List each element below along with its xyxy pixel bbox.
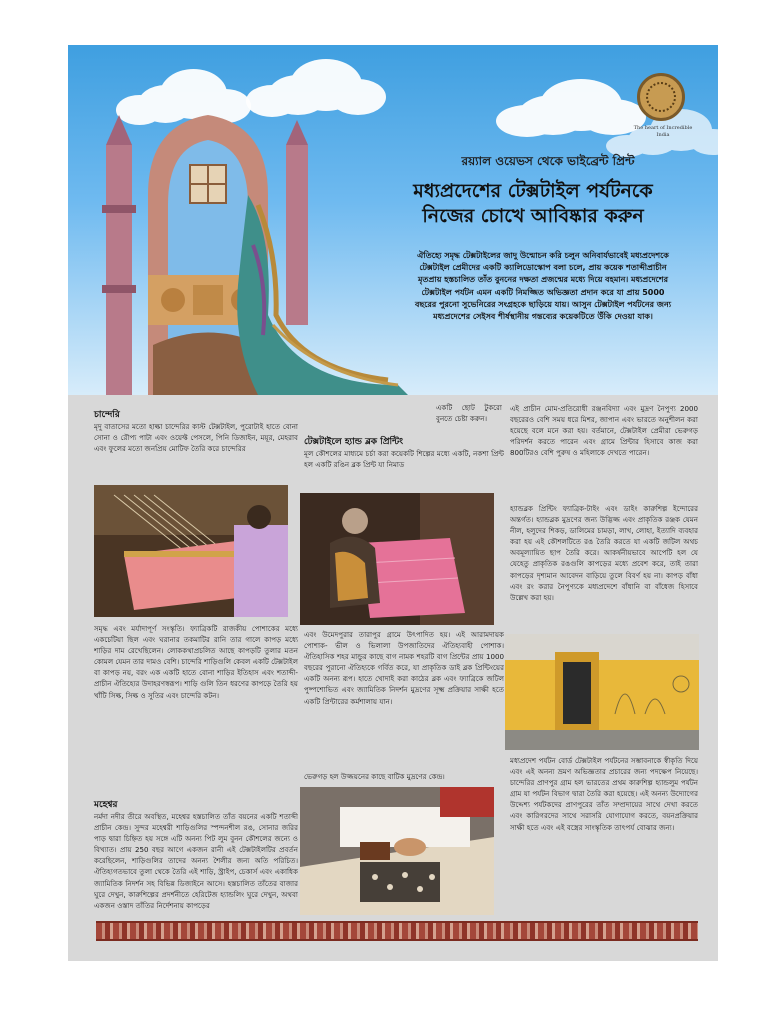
maheshwar-paragraph: নর্মদা নদীর তীরে অবস্থিত, মহেশ্বর হস্তচালিত তাঁত বয়নের একটি শতাব্দী প্রাচীন কেন্দ্র। সুন্দর মহেশ্বরী শাড়িগুলির স্পন্দনশীল রঙ, সোনার জরির পাড় দ্বারা চিহ্নিত হয় সঙ্গে এটি অনন্য পিট লুম বুনন কৌশলের জন্যে ও বিখ্যাত। প্রায় 250 বছর আগে একজন রানী এই টেক্সটাইলটির প্রবর্তন করেছিলেন, শাড়িগুলির তাদের অনন্য শৈলীর জন্য অতি পরিচিত। ঐতিহ্যগতভাবে তুলা থেকে তৈরি এই শাড়ি, স্ট্রাইপ, চেকার্স এবং একাধিক জ্যামিতিক নিদর্শন সহ বিভিন্ন ডিজাইনে আসে। হস্তচালিত তাঁতের বাজার ঘুরে দেখুন, কারুশিল্পের প্রদর্শনীতে হেরিটেজ হ্যান্ডলিং ঘুরে দেখুন, অথবা একজন ওস্তাদ তাঁতির নির্দেশনায় কাপড়ের <box>94 812 298 910</box>
tourism-board-paragraph: মধ্যপ্রদেশ পর্যটন বোর্ড টেক্সটাইল পর্যটনের সম্ভাবনাকে স্বীকৃতি দিয়ে এবং এই অনন্য ভ্রমণ অভিজ্ঞতার প্রচারের জন্য পদক্ষেপ নিয়েছে। চান্দেরির প্রাণপুর গ্রাম হল ভারতের প্রথম কারুশিল্প হ্যান্ডলুম পর্যটন গ্রাম যা পর্যটন বিভাগ দ্বারা তৈরি করা হয়েছে। এই অনন্য উদ্যোগের উদ্দেশ্য পর্যটকদের প্রাণপুরের তাঁত সম্প্রদায়ের সাথে দেখা করতে এবং কারিগরদের সাথে সরাসরি যোগাযোগ করতে, বয়নপ্রক্রিয়ার সাক্ষী হতে এবং এই বস্ত্রের সাংস্কৃতিক তাৎপর্য বোঝার জন্য। <box>510 756 698 832</box>
incredible-india-seal-logo <box>637 73 685 121</box>
block-printing-paragraph-3: ভেরুগড় হল উজ্জয়নের কাছে বাটিক মুদ্রণের কেন্দ্র। <box>304 772 445 781</box>
intro-paragraph: ঐতিহ্যে সমৃদ্ধ টেক্সটাইলের জাদু উন্মোচন করি চলুন অনিবার্যভাবেই মধ্যপ্রদেশকে টেক্সটাইল প্রেমীদের একটি ক্যালিডোস্কোপ বলা চলে, প্রায় কয়েক শতাব্দীপ্রাচীন মৃতপ্রায় হস্তচালিত তাঁত বুননের দক্ষতা প্রজন্মের মধ্যে দিয়ে বহমান। মধ্যপ্রদেশের টেক্সটাইল পর্যটন এমন একটি নিমজ্জিত অভিজ্ঞতা প্রদান করে যা প্রায় 5000 বছরের পুরনো সুভেনিরের সংগ্রহকে ছাড়িয়ে যায়। আসুন টেক্সটাইল পর্যটনের জন্য মধ্যপ্রদেশের সেইসব শীর্ষস্থানীয় গন্তব্যের কয়েকটিতে উঁকি দেওয়া যাক। <box>414 251 672 322</box>
block-printing-paragraph-1: মূল কৌশলের মাধ্যমে চর্চা করা কয়েকটি শিল্পের মধ্যে একটি, নকশা প্রিন্ট হল একটি রঙিন ব্লক প্রিন্ট যা নিমাড <box>304 449 504 470</box>
block-printing-artisan-photo <box>300 493 494 625</box>
headline-line-2: নিজের চোখে আবিষ্কার করুন <box>422 205 644 227</box>
block-printing-heading: টেক্সটাইলে হ্যান্ড ব্লক প্রিন্টিং <box>304 437 404 447</box>
page-headline <box>368 179 698 229</box>
pranpur-village-photo <box>505 634 699 750</box>
headline-line-1: মধ্যপ্রদেশের টেক্সটাইল পর্যটনকে <box>413 180 653 202</box>
chanderi-paragraph-2: সমৃদ্ধ এবং মর্যাদাপূর্ণ সংস্কৃতি। ফ্যাব্রিকটি রাজকীয় পোশাকের মধ্যে একচেটিয়া ছিল এবং ঘরানার তকমাটির রানি তার গালে কাপড় মধ্যে শাড়ির দাম রেখেছিলেন। লোককথাপ্রচলিত আছে কাপড়টি তুলার মতন কোমল যেমন তার দামও বেশি। চান্দেরি শাড়িগুলি কেবল একটি টেক্সটাইল বা কাপড় নয়, বরং এক একটি হাতে বোনা শাড়ির ইতিহাস এবং শতাব্দী-প্রাচীন ঐতিহ্যের উদাহরণস্বরূপ। শাড়ি গুলি তিন ধরণের কাপড়ে তৈরি হয় খাঁটি সিল্ক, সিল্ক ও সুতির এবং চান্দেরি কটন। <box>94 624 298 700</box>
weave-tip-snippet: একটি ছোট টুকরো বুনতে চেষ্টা করুন। <box>436 403 502 424</box>
seal-caption: The heart of Incredible India <box>633 125 693 138</box>
dyeing-paragraph: হ্যান্ডব্লক প্রিন্টিং ফ্যাব্রিক-টাইং এবং ডাইং কারুশিল্প ইন্দোরের অন্তর্গত। হ্যান্ডব্লক মুদ্রণের জন্য উদ্ভিজ্জ এবং প্রাকৃতিক রঞ্জক যেমন নীল, হলুদের শিকড়, ডালিমের চামড়া, লাখ, লোহা, ইত্যাদি ব্যবহার করা হয় এই কৌশলটিতে রঙ তৈরি করতে যা একটি জটিল অথচ অবমূল্যায়িত ছাপ তৈরি করে। আকর্ষনীয়ভাবে আপেটি হল যে যেহেতু প্রাকৃতিক রঙগুলি কাপড়ের মধ্যে প্রবেশ করে, তাই তারা কাপড়ের দৃশ্যমান আবেদন বাড়িয়ে তুলে বিবর্ণ হয় না। কাপড় বাঁধা এবং রং করার নৈপুণ্যকে মধ্যপ্রদেশে বাঁধানি বা বাঁধেজ হিসাবে উল্লেখ করা হয়। <box>510 504 698 602</box>
hand-block-stamping-photo <box>300 787 494 915</box>
chanderi-heading: চান্দেরি <box>94 410 120 420</box>
hero-banner <box>68 45 718 395</box>
batik-paragraph: এই প্রাচীন মোম-প্রতিরোধী রঞ্জনবিদ্যা এবং মুদ্রণ নৈপুণ্য 2000 বছরেরও বেশি সময় ধরে মিশর, জাপান এবং ভারতে অনুশীলন করা হয়েছে বলে মনে করা হয়। বর্তমানে, টেক্সটাইল প্রেমীরা ভেরুগড় পরিদর্শন করতে পারেন এবং গ্রামে প্রিন্টার হিসাবে কাজ করা 800টিরও বেশি পুরুষ ও মহিলাকে দেখতে পারেন। <box>510 404 698 458</box>
weaving-loom-photo <box>94 485 288 617</box>
jama-masjid-monument-illustration <box>98 85 408 395</box>
hero-kicker: রয়্যাল ওয়েভস থেকে ভাইব্রেন্ট প্রিন্ট <box>461 154 635 168</box>
advertorial-page <box>68 45 718 961</box>
chanderi-paragraph-1: মৃদু বাতাসের মতো হাল্কা চান্দেরির কাস্ট টেক্সটাইল, পুরোটাই হাতে বোনা সোনা ও রৌপ্য পাটা এবং ওয়েফ্ট পেসলে, পিনি ডিজাইন, ময়ূর, মেহরাব এবং ফুলের মতো জনপ্রিয় মোটিফ তৈরি করে চান্দেরির <box>94 422 298 454</box>
maheshwar-heading: মহেশ্বর <box>94 800 118 810</box>
block-printing-paragraph-2: এবং উমেদপুরার তারাপুর গ্রামে উৎপাদিত হয়। এই আরামদায়ক পোশাক- ভীল ও ভিলালা উপজাতিদের ঐতিহ্যবাহী পোশাক। ঐতিহাসিক শহর মান্ডুর কাছে বাগ নামক শহরটি বাগ প্রিন্টের প্রায় 1000 বছরের পুরানো ঐতিহ্যকে গর্বিত করে, যা প্রাকৃতিক ডাই ব্লক প্রিন্টিংয়ের একটি অনন্য রূপ। হাতে খোদাই করা কাঠের ব্লক এবং ফ্যাব্রিকে জটিল পুষ্পশোভিত এবং জ্যামিতিক নিদর্শন মুদ্রণের সূক্ষ্ম প্রক্রিয়ার সাক্ষী হতে একটি প্রিন্টারের কর্মশালায় যান। <box>304 630 504 706</box>
decorative-textile-border <box>96 921 698 941</box>
cloud-shape <box>518 95 588 135</box>
